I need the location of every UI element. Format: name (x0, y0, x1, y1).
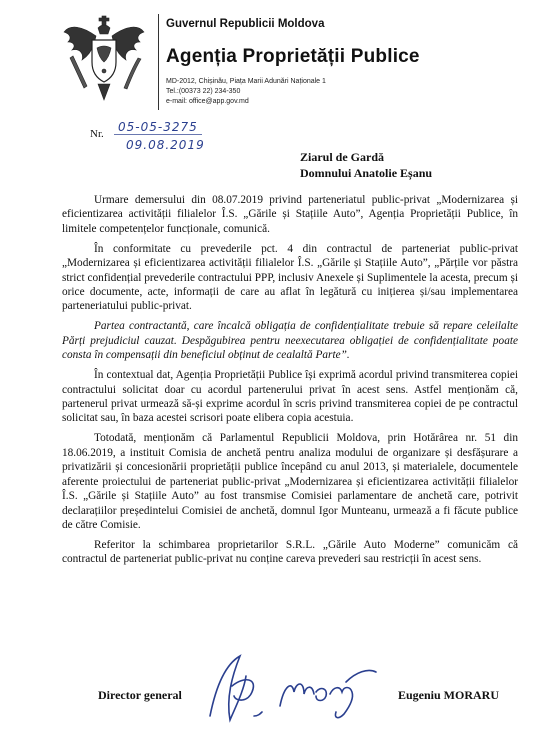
paragraph: Totodată, menționăm că Parlamentul Republicii Moldova, prin Hotărârea nr. 51 din 18.06.2019, a instituit Comisia de anchetă pentru analiza modului de organizare și desfășurare a privatizării și concesionării proprietății publice începând cu anul 2013, și materialele, documentele aferente proiectului de parteneriat public-privat „Modernizarea și eficientizarea activității filialelor Î.S. „Gările și Stațiile Auto” au fost transmise Comisiei parlamentare de anchetă care, potrivit declarațiilor președintelui Comisiei de anchetă, domnul Igor Munteanu, urmează a fi făcute publice de către Comisie. (62, 432, 518, 531)
recipient-person: Domnului Anatolie Eșanu (300, 166, 433, 180)
reference-underline (114, 134, 202, 135)
government-name: Guvernul Republicii Moldova (166, 18, 325, 30)
header-divider (158, 14, 159, 110)
reference-date: 09.08.2019 (126, 138, 205, 152)
agency-name: Agenția Proprietății Publice (166, 46, 420, 67)
paragraph-quote: Partea contractantă, care încalcă obligația de confidențialitate trebuie să repare celeilalte Părți prejudiciul cauzat. Despăgubirea pentru neexecutarea obligației de confidențialitate poate consta în compensații din beneficiul obținut de cealaltă Parte”. (62, 320, 518, 362)
reference-number: 05-05-3275 (118, 120, 198, 134)
recipient-organization: Ziarul de Gardă (300, 150, 385, 164)
signatory-name: Eugeniu MORARU (398, 688, 500, 702)
paragraph: În contextual dat, Agenția Proprietății Publice își exprimă acordul privind transmiterea copiei contractului solicitat doar cu acordul partenerului privat în acest sens. Astfel menționăm că, partenerul privat urmează să-și exprime acordul în scris privind transmiterea copiei de pe contractul solicitat sau, în baza acestei scrisori poate elibera copia acestuia. (62, 369, 518, 425)
paragraph: Urmare demersului din 08.07.2019 privind parteneriatul public-privat „Modernizarea și eficientizarea activității filialelor Î.S. „Gările și Stațiile Auto”, Agenția Proprietății Publice, în limitele competențelor funcționale, comunică. (62, 194, 518, 235)
reference-label: Nr. (90, 128, 104, 140)
coat-of-arms-logo (62, 14, 146, 104)
paragraph: În conformitate cu prevederile pct. 4 din contractul de parteneriat public-privat „Modernizarea și eficientizarea activității filialelor Î.S. „Gările și Stațiile Auto”, „Părțile vor păstra strict confidențial prevederile contractului PPP, inclusiv Anexele și Suplimentele la acesta, precum și orice documente, acte, informații de care au aflat în legătură cu inițierea și/sau implementarea parteneriatului public-privat. (62, 242, 518, 313)
paragraph: Referitor la schimbarea proprietarilor S.R.L. „Gările Auto Moderne” comunicăm că contractul de parteneriat public-privat nu conține careva prevederi sau restricții în acest sens. (62, 538, 518, 566)
agency-address: MD-2012, Chișinău, Piața Marii Adunări Naționale 1 (166, 78, 326, 85)
agency-email: e-mail: office@app.gov.md (166, 98, 249, 105)
signatory-title: Director general (98, 688, 182, 702)
agency-phone: Tel.:(00373 22) 234-350 (166, 88, 241, 95)
letter-body (62, 193, 518, 572)
handwritten-signature (196, 646, 396, 730)
